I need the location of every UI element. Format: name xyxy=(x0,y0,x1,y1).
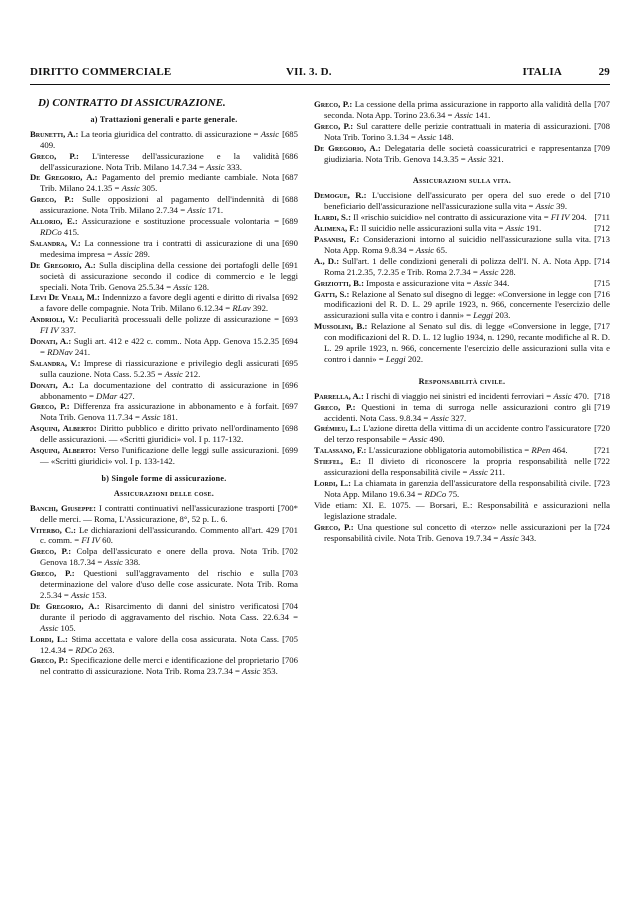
entry-reference: 204. xyxy=(571,212,587,223)
bibliography-entry xyxy=(30,238,298,260)
entry-journal: RPen xyxy=(531,445,551,456)
entry-number: [718 xyxy=(594,390,610,401)
entry-journal: RLav xyxy=(232,303,251,314)
bibliography-entry xyxy=(30,568,298,601)
entry-number: [688 xyxy=(282,194,298,205)
entry-author: Greco, P.: xyxy=(30,655,69,666)
entry-reference: 470. xyxy=(573,390,590,401)
entry-list-responsabilita xyxy=(314,391,610,544)
entry-journal: Assic xyxy=(242,666,261,677)
entry-author: Salandra, V.: xyxy=(30,357,81,368)
entry-author: Pasanisi, F.: xyxy=(314,233,360,244)
entry-journal: Assic xyxy=(505,223,524,234)
entry-title: Delegataria delle società coassicuratrici e rappresentanza giudiziaria. Nota Trib. Genova 14.3.35 = xyxy=(324,142,592,164)
entry-title: Colpa dell'assicurato e onere della prova. Nota Trib. Genova 18.7.34 = xyxy=(40,546,280,568)
entry-number: [701 xyxy=(282,524,298,535)
entry-reference: 228. xyxy=(500,266,516,277)
header-section: DIRITTO COMMERCIALE xyxy=(30,66,172,78)
entry-journal: Assic xyxy=(454,109,473,120)
entry-journal: Assic xyxy=(417,131,437,142)
entry-title: Relazione al Senato sul dis. di legge «Conversione in legge, con modificazioni del R. D. L. 12 luglio 1934, n. 1290, recante modifiche al R. D. L. 29 aprile 1923, n. 966, concernente l'esercizio delle assicurazioni sulla vita e contro i danni» = xyxy=(324,321,610,364)
entry-journal: FI IV xyxy=(81,535,100,546)
entry-number: [695 xyxy=(282,357,298,368)
entry-title: Assicurazione e sostituzione processuale volontaria = xyxy=(81,216,280,227)
entry-journal: DMar xyxy=(96,390,118,401)
entry-journal: Assic xyxy=(40,622,59,633)
entry-title: Sugli art. 412 e 422 c. comm.. Nota App. Genova 15.2.35 = xyxy=(40,336,280,357)
bibliography-entry xyxy=(30,358,298,380)
entry-journal: Assic xyxy=(409,434,428,445)
bibliography-entry xyxy=(314,190,610,212)
bibliography-entry xyxy=(30,292,298,314)
entry-title: Diritto pubblico e diritto privato nell'ordinamento delle assicurazioni. — «Scritti giuridici» vol. I p. 117-132. xyxy=(40,423,280,445)
entry-journal: Assic xyxy=(164,368,183,379)
entry-reference: 65. xyxy=(436,244,448,255)
entry-journal: Assic xyxy=(104,557,123,568)
entry-reference: 289. xyxy=(134,248,150,259)
entry-journal: Assic xyxy=(535,201,554,212)
entry-journal: Assic xyxy=(553,390,572,401)
entry-reference: 464. xyxy=(552,445,568,456)
entry-reference: 128. xyxy=(193,281,209,292)
entry-journal: Assic xyxy=(206,161,225,172)
bibliography-entry xyxy=(30,423,298,445)
header-country: ITALIA xyxy=(522,66,562,78)
entry-number: [705 xyxy=(282,633,298,644)
entry-title: La cessione della prima assicurazione in rapporto alla validità della seconda. Nota App. Torino 23.6.34 = xyxy=(324,99,592,120)
bibliography-entry xyxy=(30,194,298,216)
entry-author: A., D.: xyxy=(314,255,340,266)
subheading-responsabilita: Responsabilità civile. xyxy=(418,376,506,386)
bibliography-entry xyxy=(30,601,298,634)
bibliography-entry xyxy=(30,260,298,293)
entry-journal: Leggi xyxy=(473,310,493,321)
entry-number: [694 xyxy=(282,336,298,347)
entry-reference: 203. xyxy=(495,310,511,321)
entry-title: Sul carattere delle perizie contrattuali in materia di assicurazioni. Nota Trib. Torino 3.1.34 = xyxy=(324,120,592,142)
entry-number: [713 xyxy=(594,233,610,244)
entry-reference: 241. xyxy=(74,346,91,357)
entry-number: [689 xyxy=(282,216,298,227)
entry-journal: Assic xyxy=(500,532,519,543)
entry-journal: Assic xyxy=(121,183,140,194)
bibliography-entry xyxy=(30,634,298,656)
entry-number: [719 xyxy=(594,401,610,412)
entry-author: De Gregorio, A.: xyxy=(30,259,96,270)
entry-title: La documentazione del contratto di assicurazione in abbonamento = xyxy=(40,379,280,401)
entry-number: [690 xyxy=(282,237,298,248)
bibliography-entry xyxy=(30,172,298,194)
bibliography-entry xyxy=(314,391,610,402)
entry-title: La chiamata in garenzia dell'assicuratore della responsabilità civile. Nota App. Milano 19.6.34 = xyxy=(324,478,592,499)
bibliography-entry xyxy=(30,655,298,677)
entry-journal: Assic xyxy=(415,244,435,255)
entry-title: Pagamento del premio mediante cambiale. Nota Trib. Milano 24.1.35 = xyxy=(40,172,280,194)
bibliography-entry xyxy=(314,223,610,234)
entry-author: Ilardi, S.: xyxy=(314,212,351,223)
subheading-cose: Assicurazioni delle cose. xyxy=(113,488,215,498)
entry-number: [722 xyxy=(594,456,610,467)
entry-author: Levi De Veali, M.: xyxy=(30,292,100,303)
entry-reference: 343. xyxy=(520,532,537,543)
running-header xyxy=(30,66,610,84)
subheading-forms: b) Singole forme di assicurazione. xyxy=(101,473,227,483)
entry-number: [699 xyxy=(282,445,298,456)
entry-reference: 490. xyxy=(429,434,445,445)
entry-author: Brunetti, A.: xyxy=(30,128,79,139)
entry-title: Imposta e assicurazione vita = xyxy=(366,277,472,288)
entry-author: De Gregorio, A.: xyxy=(314,142,381,153)
entry-author: Greco, P.: xyxy=(30,401,70,412)
entry-number: [702 xyxy=(282,546,298,557)
entry-number: [710 xyxy=(594,190,610,201)
entry-number: [685 xyxy=(282,128,298,139)
entry-author: Greco, P.: xyxy=(30,546,72,557)
entry-number: [712 xyxy=(594,223,610,234)
entry-journal: FI IV xyxy=(40,325,59,336)
bibliography-entry xyxy=(30,401,298,423)
entry-reference: 202. xyxy=(407,353,424,364)
entry-reference: 415. xyxy=(63,226,80,237)
entry-reference: 75. xyxy=(448,488,460,499)
entry-title: Risarcimento di danni del sinistro verificatosi durante il periodo di aggravamento del rischio. Nota Cass. 22.6.34 = xyxy=(40,600,298,622)
bibliography-entry xyxy=(314,256,610,278)
entry-reference: 191. xyxy=(526,223,542,234)
entry-title: Le dichiarazioni dell'assicurando. Commento all'art. 429 c. comm. = xyxy=(40,524,280,546)
entry-title: Differenza fra assicurazione in abbonamento e à forfait. Nota Trib. Genova 11.7.34 = xyxy=(40,401,280,423)
entry-journal: Assic xyxy=(173,281,192,292)
bibliography-entry xyxy=(314,321,610,365)
entry-author: Alimena, F.: xyxy=(314,223,359,234)
entry-title: Indennizzo a favore degli agenti e diritto di rivalsa a favore delle compagnie. Nota Trib. Milano 6.12.34 = xyxy=(40,292,280,314)
entry-journal: Assic xyxy=(479,266,499,277)
entry-reference: 427. xyxy=(119,390,135,401)
entry-title: Stima accettata e valore della cosa assicurata. Nota Cass. 12.4.34 = xyxy=(40,633,280,655)
entry-title: L'interesse dell'assicurazione e la validità dell'assicurazione. Nota Trib. Milano 14.7.34 = xyxy=(40,150,280,172)
entry-reference: 212. xyxy=(185,368,201,379)
entry-author: Greco, P.: xyxy=(30,194,74,205)
entry-author: Greco, P.: xyxy=(30,568,75,579)
entry-title: Relazione al Senato sul disegno di legge: «Conversione in legge con modificazioni del R. D. L. 29 aprile 1923, n. 966, concernente l'esercizio delle assicurazioni sulla vita e contro i danni» = xyxy=(324,288,610,321)
entry-number: [686 xyxy=(282,150,298,161)
entry-list-cose-cont xyxy=(314,99,610,164)
entry-title: Una questione sul concetto di «terzo» nelle assicurazioni per la responsabilità civile. Nota Trib. Genova 19.7.34 = xyxy=(324,521,592,543)
section-title: D) CONTRATTO DI ASSICURAZIONE. xyxy=(38,97,226,109)
bibliography-entry xyxy=(30,445,298,467)
bibliography-entry xyxy=(314,478,610,500)
entry-author: Greco, P.: xyxy=(30,150,79,161)
entry-reference: 338. xyxy=(125,557,141,568)
entry-reference: 171. xyxy=(207,205,223,216)
bibliography-entry xyxy=(30,503,298,525)
entry-author: Donati, A.: xyxy=(30,379,74,390)
entry-title: I rischi di viaggio nei sinistri ed incidenti ferroviari = xyxy=(366,390,552,401)
entry-title: L'assicurazione obbligatoria automobilistica = xyxy=(368,445,530,456)
bibliography-entry xyxy=(314,289,610,322)
entry-list-vita xyxy=(314,190,610,365)
entry-title: L'azione diretta della vittima di un accidente contro l'assicuratore del terzo responsabile = xyxy=(324,423,592,445)
entry-number: [706 xyxy=(282,655,298,666)
entry-number: [714 xyxy=(594,255,610,266)
entry-number: [720 xyxy=(594,423,610,434)
subheading-general: a) Trattazioni generali e parte generale. xyxy=(90,114,238,124)
entry-journal: Assic xyxy=(467,153,487,164)
entry-author: Grémieu, L.: xyxy=(314,423,361,434)
entry-number: [711 xyxy=(594,212,610,223)
entry-number: [723 xyxy=(594,478,610,488)
entry-journal: RDCo xyxy=(40,226,62,237)
entry-author: Mussolini, B.: xyxy=(314,321,368,332)
entry-journal: RDCo xyxy=(424,488,447,499)
entry-number: [693 xyxy=(282,314,298,325)
entry-number: [707 xyxy=(594,99,610,109)
entry-author: Viterbo, C.: xyxy=(30,524,77,535)
entry-author: Stiefel, E.: xyxy=(314,456,362,467)
entry-number: [704 xyxy=(282,600,298,611)
entry-author: De Gregorio, A.: xyxy=(30,172,98,183)
entry-reference: 327. xyxy=(451,412,467,423)
entry-title: L'uccisione dell'assicurato per opera del suo erede o del beneficiario dell'assicurazione nell'assicurazione sulla vita = xyxy=(324,190,592,212)
entry-journal: RDCo xyxy=(75,644,98,655)
entry-journal: Assic xyxy=(260,128,280,139)
entry-journal: Assic xyxy=(430,412,449,423)
entry-author: Allorio, E.: xyxy=(30,216,78,227)
entry-number: [691 xyxy=(282,259,298,270)
bibliography-entry xyxy=(314,500,610,522)
bibliography-entry xyxy=(314,121,610,143)
entry-title: Considerazioni intorno al suicidio nell'assicurazione sulla vita. Nota App. Roma 9.8.34 = xyxy=(324,233,592,255)
bibliography-entry xyxy=(314,445,610,456)
entry-title: Specificazione delle merci e identificazione del proprietario nel contratto di assicurazione. Nota Trib. Roma 23.7.34 = xyxy=(40,655,280,677)
bibliography-entry xyxy=(314,278,610,289)
bibliography-entry xyxy=(30,314,298,336)
entry-author: Donati, A.: xyxy=(30,336,72,347)
entry-number: [715 xyxy=(594,277,610,288)
entry-journal: Assic xyxy=(473,277,492,288)
entry-reference: 305. xyxy=(142,183,158,194)
entry-author: Demogue, R.: xyxy=(314,190,367,201)
entry-list-general xyxy=(30,129,298,467)
entry-author: Asquini, Alberto: xyxy=(30,423,97,434)
entry-journal: Assic xyxy=(469,467,488,478)
entry-title: Il suicidio nelle assicurazioni sulla vita = xyxy=(361,223,504,234)
header-rule xyxy=(30,84,610,85)
bibliography-entry xyxy=(30,129,298,151)
right-column xyxy=(314,99,610,543)
entry-title: Questioni sull'aggravamento del rischio e sulla determinazione del valore d'uso delle cose assicurate. Nota Trib. Roma 2.5.34 = xyxy=(40,568,298,600)
entry-number: [687 xyxy=(282,172,298,183)
entry-number: [709 xyxy=(594,142,610,153)
entry-reference: 39. xyxy=(556,201,567,212)
bibliography-entry xyxy=(314,456,610,478)
entry-title: Questioni in tema di surroga nelle assicurazioni contro gli accidenti. Nota Cass. 9.8.34 = xyxy=(324,401,592,423)
left-column xyxy=(30,98,298,677)
page-number: 29 xyxy=(598,66,610,78)
entry-title: La connessione tra i contratti di assicurazione di una medesima impresa = xyxy=(40,237,280,259)
bibliography-entry xyxy=(314,423,610,445)
entry-title: La teoria giuridica del contratto. di assicurazione = xyxy=(80,128,259,139)
entry-reference: 181. xyxy=(162,412,178,423)
entry-number: [721 xyxy=(594,445,610,456)
bibliography-entry xyxy=(314,522,610,544)
entry-list-cose xyxy=(30,503,298,678)
entry-reference: 148. xyxy=(438,131,454,142)
bibliography-entry xyxy=(314,143,610,165)
bibliography-entry xyxy=(314,234,610,256)
entry-journal: Assic xyxy=(70,589,90,600)
entry-author: Lordi, L.: xyxy=(314,478,352,488)
entry-reference: 337. xyxy=(60,325,76,336)
entry-title: Imprese di riassicurazione e privilegio degli assicurati sulla cauzione. Nota Cass. 5.2.35 = xyxy=(40,357,280,379)
header-classification: VII. 3. D. xyxy=(286,66,332,78)
entry-number: [708 xyxy=(594,120,610,131)
entry-author: Greco, P.: xyxy=(314,401,356,412)
entry-reference: 263. xyxy=(99,644,115,655)
bibliography-entry xyxy=(30,151,298,173)
entry-number: [724 xyxy=(594,521,610,532)
entry-number: [717 xyxy=(594,321,610,332)
entry-reference: 353. xyxy=(262,666,278,677)
entry-title: Peculiarità processuali delle polizze di assicurazione = xyxy=(81,314,280,325)
entry-reference: 333. xyxy=(226,161,242,172)
entry-author: Griziotti, B.: xyxy=(314,277,364,288)
entry-reference: 392. xyxy=(252,303,269,314)
entry-number: [698 xyxy=(282,423,298,434)
entry-journal: Leggi xyxy=(385,353,406,364)
entry-author: Parrella, A.: xyxy=(314,390,364,401)
bibliography-entry xyxy=(314,99,610,121)
entry-author: Talassano, F.: xyxy=(314,445,367,456)
entry-title: Verso l'unificazione delle leggi sulle assicurazioni. — «Scritti giuridici» vol. I p. 133-142. xyxy=(40,445,280,466)
entry-author: Salandra, V.: xyxy=(30,237,81,248)
bibliography-entry xyxy=(30,546,298,568)
bibliography-entry xyxy=(30,525,298,547)
entry-reference: 105. xyxy=(60,622,76,633)
entry-number: [700* xyxy=(277,502,298,513)
bibliography-entry xyxy=(30,336,298,358)
entry-author: Greco, P.: xyxy=(314,99,353,109)
bibliography-entry xyxy=(314,402,610,424)
entry-reference: 153. xyxy=(91,589,107,600)
entry-reference: 211. xyxy=(490,467,505,478)
bibliography-entry xyxy=(30,216,298,238)
entry-author: Greco, P.: xyxy=(314,521,354,532)
entry-title: Vide etiam: XI. E. 1075. — Borsari, E.: Responsabilità e assicurazioni nella legislazione stradale. xyxy=(314,499,610,521)
entry-title: I contratti continuativi nell'assicurazione trasporti delle merci. — Roma, L'Assicurazione, 8°, 52 p. L. 6. xyxy=(40,502,275,524)
entry-title: Il divieto di riconoscere la propria responsabilità nelle assicurazioni della responsabilità civile = xyxy=(324,456,592,478)
entry-title: Il «rischio suicidio» nel contratto di assicurazione vita = xyxy=(353,212,549,223)
entry-journal: FI IV xyxy=(550,212,570,223)
entry-author: Greco, P.: xyxy=(314,120,354,131)
entry-title: Sull'art. 1 delle condizioni generali di polizza dell'I. N. A. Nota App. Roma 21.2.35, 7.2.35 e Trib. Roma 2.7.34 = xyxy=(324,255,592,277)
entry-reference: 141. xyxy=(475,109,491,120)
entry-journal: Assic xyxy=(114,248,133,259)
bibliography-entry xyxy=(314,212,610,223)
entry-number: [697 xyxy=(282,401,298,412)
entry-reference: 321. xyxy=(488,153,504,164)
entry-author: De Gregorio, A.: xyxy=(30,600,100,611)
entry-journal: RDNav xyxy=(47,346,73,357)
entry-title: Sulle opposizioni al pagamento dell'indennità di assicurazione. Nota Trib. Milano 2.7.34 = xyxy=(40,194,280,216)
entry-number: [696 xyxy=(282,379,298,390)
entry-reference: 344. xyxy=(494,277,510,288)
entry-number: [692 xyxy=(282,292,298,303)
entry-title: Sulla disciplina della cessione dei portafogli delle società di assicurazione secondo il codice di commercio e le leggi speciali. Nota Trib. Genova 25.5.34 = xyxy=(40,259,298,292)
entry-journal: Assic xyxy=(142,412,161,423)
entry-number: [703 xyxy=(282,568,298,579)
entry-journal: Assic xyxy=(187,205,206,216)
entry-author: Lordi, L.: xyxy=(30,633,68,644)
entry-author: Banchi, Giuseppe: xyxy=(30,502,96,513)
entry-author: Andrioli, V.: xyxy=(30,314,79,325)
entry-number: [716 xyxy=(594,288,610,299)
entry-author: Gatti, S.: xyxy=(314,288,350,299)
entry-reference: 60. xyxy=(102,535,113,546)
subheading-vita: Assicurazioni sulla vita. xyxy=(412,176,512,186)
entry-author: Asquini, Alberto: xyxy=(30,445,97,456)
bibliography-entry xyxy=(30,380,298,402)
entry-reference: 409. xyxy=(40,139,56,150)
